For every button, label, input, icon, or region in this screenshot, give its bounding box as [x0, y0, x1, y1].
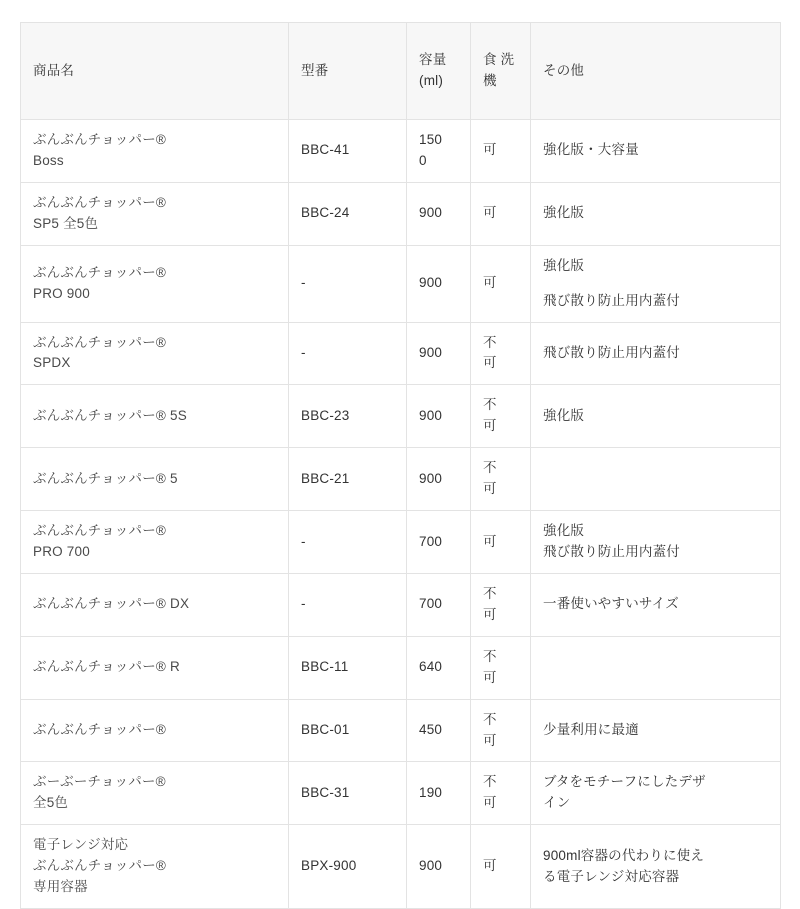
dishwasher-line2: 可: [483, 669, 497, 685]
product-name-line2: PRO 900: [33, 285, 90, 301]
cell-product-name: ぶんぶんチョッパー®: [21, 699, 289, 762]
cell-product-name: [21, 245, 289, 322]
dishwasher-line2: 可: [483, 732, 497, 748]
column-header-capacity-line1: 容量: [419, 52, 447, 68]
cell-model: BBC-01: [289, 699, 407, 762]
capacity-line1: 150: [419, 132, 443, 147]
table-row: [21, 511, 781, 574]
table-body: [21, 120, 781, 909]
product-name-line1: ぶんぶんチョッパー®: [33, 264, 167, 280]
cell-capacity: [407, 120, 471, 183]
product-name-line1: ぶんぶんチョッパー®: [33, 194, 167, 210]
column-header-capacity: [407, 23, 471, 120]
cell-dishwasher: [471, 385, 531, 448]
product-name-line2: Boss: [33, 152, 64, 168]
cell-product-name: ぶんぶんチョッパー® R: [21, 636, 289, 699]
dishwasher-line1: 不: [483, 648, 497, 664]
cell-model: BBC-31: [289, 762, 407, 825]
product-name-line2: 全5色: [33, 795, 69, 811]
cell-capacity: 450: [407, 699, 471, 762]
table-row: [21, 322, 781, 385]
dishwasher-line2: 可: [483, 606, 497, 622]
table-header: [21, 23, 781, 120]
table-row: [21, 120, 781, 183]
column-header-name: [21, 23, 289, 120]
column-header-dishwasher-line3: 機: [483, 73, 497, 88]
cell-model: -: [289, 322, 407, 385]
product-name-line3: 専用容器: [33, 879, 88, 895]
dishwasher-line2: 可: [483, 355, 497, 371]
other-line1: 強化版: [543, 523, 585, 539]
table-row: [21, 636, 781, 699]
cell-dishwasher: [471, 322, 531, 385]
table-row: [21, 825, 781, 909]
product-spec-table: [20, 22, 781, 909]
cell-dishwasher: 可: [471, 120, 531, 183]
dishwasher-line1: 不: [483, 711, 497, 727]
table-row: [21, 699, 781, 762]
cell-model: BBC-11: [289, 636, 407, 699]
table-row: [21, 245, 781, 322]
table-header-row: [21, 23, 781, 120]
column-header-model: [289, 23, 407, 120]
cell-model: -: [289, 573, 407, 636]
cell-other: [531, 245, 781, 322]
cell-product-name: [21, 825, 289, 909]
column-header-other-label: その他: [543, 62, 585, 78]
dishwasher-line2: 可: [483, 795, 497, 811]
column-header-other: [531, 23, 781, 120]
cell-capacity: 900: [407, 322, 471, 385]
cell-product-name: [21, 511, 289, 574]
cell-other: 少量利用に最適: [531, 699, 781, 762]
cell-dishwasher: [471, 636, 531, 699]
cell-dishwasher: 可: [471, 245, 531, 322]
cell-other: [531, 511, 781, 574]
cell-capacity: 900: [407, 385, 471, 448]
capacity-line2: 0: [419, 152, 427, 168]
cell-model: BBC-41: [289, 120, 407, 183]
cell-model: BBC-24: [289, 182, 407, 245]
product-name-line1: ぶんぶんチョッパー®: [33, 523, 167, 539]
cell-model: -: [289, 511, 407, 574]
cell-dishwasher: 可: [471, 511, 531, 574]
cell-capacity: 700: [407, 573, 471, 636]
cell-other: 飛び散り防止用内蓋付: [531, 322, 781, 385]
cell-other: 強化版: [531, 182, 781, 245]
column-header-dishwasher-line2: 洗: [500, 52, 515, 68]
other-line2: る電子レンジ対応容器: [543, 868, 680, 884]
cell-dishwasher: [471, 448, 531, 511]
dishwasher-line2: 可: [483, 418, 497, 434]
table-row: [21, 762, 781, 825]
cell-dishwasher: [471, 573, 531, 636]
column-header-name-label: 商品名: [33, 62, 75, 78]
other-line1: 強化版: [543, 257, 585, 273]
column-header-dishwasher-line1: 食: [483, 52, 497, 68]
table-row: [21, 182, 781, 245]
cell-model: -: [289, 245, 407, 322]
dishwasher-line2: 可: [483, 481, 497, 497]
cell-product-name: [21, 120, 289, 183]
cell-dishwasher: 可: [471, 182, 531, 245]
cell-other: [531, 120, 781, 183]
cell-model: BBC-21: [289, 448, 407, 511]
product-name-line1: 電子レンジ対応: [33, 837, 129, 853]
dishwasher-line1: 不: [483, 460, 497, 476]
cell-product-name: [21, 322, 289, 385]
table-row: [21, 385, 781, 448]
cell-other: [531, 825, 781, 909]
table-row: [21, 448, 781, 511]
cell-dishwasher: 可: [471, 825, 531, 909]
dishwasher-line1: 不: [483, 774, 497, 790]
cell-other: [531, 762, 781, 825]
cell-capacity: 900: [407, 448, 471, 511]
cell-other: 一番使いやすいサイズ: [531, 573, 781, 636]
cell-other: 強化版: [531, 385, 781, 448]
cell-capacity: 900: [407, 825, 471, 909]
product-name-line1: ぶんぶんチョッパー®: [33, 334, 167, 350]
cell-model: BBC-23: [289, 385, 407, 448]
other-line2: 飛び散り防止用内蓋付: [543, 292, 680, 308]
column-header-dishwasher: [471, 23, 531, 120]
product-name-line2: ぶんぶんチョッパー®: [33, 858, 167, 874]
product-name-line2: SPDX: [33, 355, 71, 371]
cell-dishwasher: [471, 699, 531, 762]
product-name-line1: ぶーぶーチョッパー®: [33, 774, 166, 790]
cell-product-name: ぶんぶんチョッパー® 5S: [21, 385, 289, 448]
product-name-line2: SP5 全5色: [33, 215, 99, 231]
cell-capacity: 900: [407, 182, 471, 245]
cell-capacity: 640: [407, 636, 471, 699]
cell-product-name: [21, 762, 289, 825]
dishwasher-line1: 不: [483, 585, 497, 601]
product-name-line1: ぶんぶんチョッパー®: [33, 132, 167, 147]
cell-capacity: 900: [407, 245, 471, 322]
cell-product-name: ぶんぶんチョッパー® DX: [21, 573, 289, 636]
other-line1: ブタをモチーフにしたデザ: [543, 774, 706, 790]
other-line1: 900ml容器の代わりに使え: [543, 847, 705, 863]
column-header-model-label: 型番: [301, 62, 329, 78]
other-line1: 強化版・大容量: [543, 142, 639, 158]
cell-dishwasher: [471, 762, 531, 825]
cell-other: [531, 448, 781, 511]
column-header-capacity-line2: (ml): [419, 73, 444, 88]
dishwasher-line1: 不: [483, 334, 497, 350]
cell-product-name: ぶんぶんチョッパー® 5: [21, 448, 289, 511]
dishwasher-line1: 不: [483, 397, 497, 413]
cell-product-name: [21, 182, 289, 245]
table-row: [21, 573, 781, 636]
cell-model: BPX-900: [289, 825, 407, 909]
other-line2: イン: [543, 795, 571, 811]
cell-capacity: 700: [407, 511, 471, 574]
cell-other: [531, 636, 781, 699]
product-name-line2: PRO 700: [33, 543, 90, 559]
other-line2: 飛び散り防止用内蓋付: [543, 543, 680, 559]
cell-capacity: 190: [407, 762, 471, 825]
